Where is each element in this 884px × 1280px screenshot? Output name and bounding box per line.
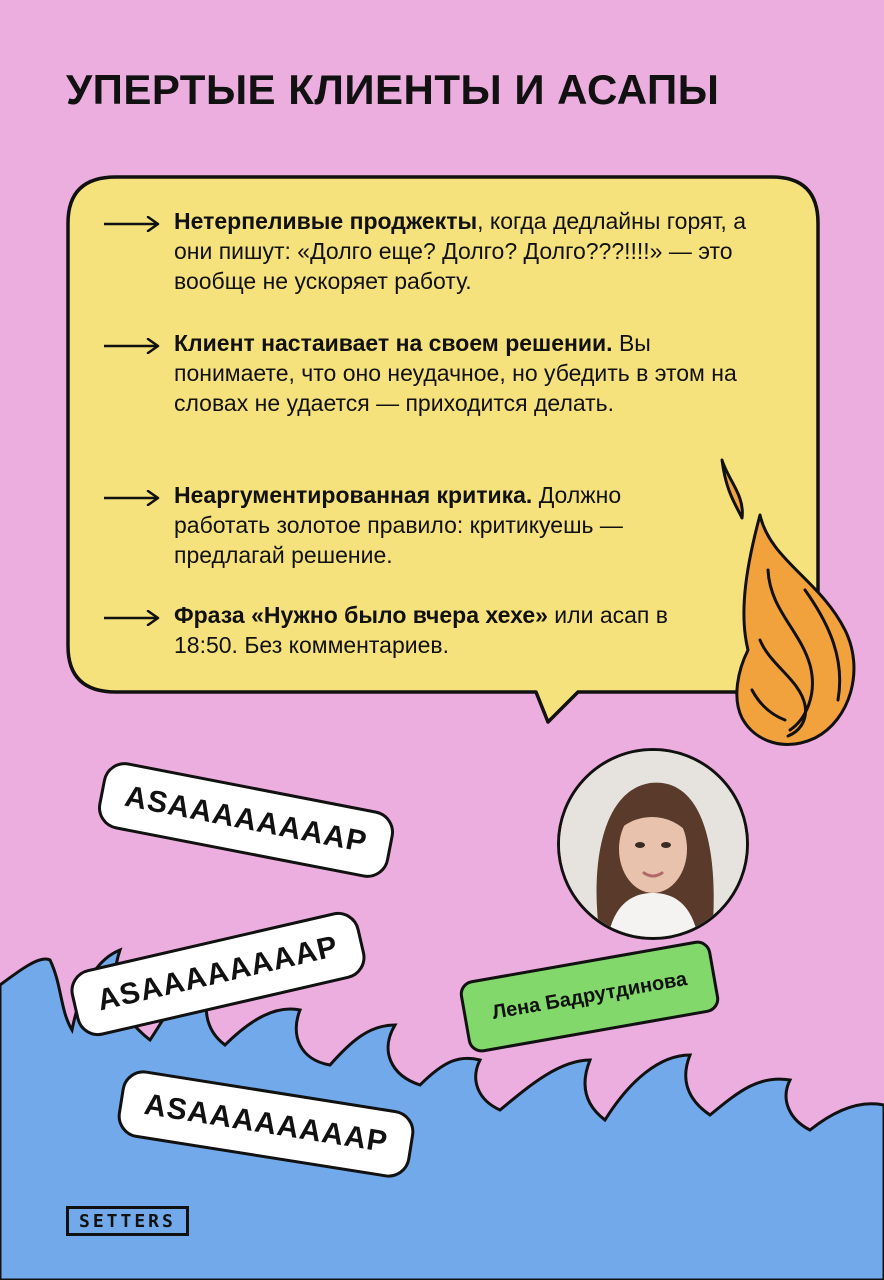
brand-logo: SETTERS (66, 1206, 189, 1236)
list-item-bold: Фраза «Нужно было вчера хехе» (174, 602, 548, 628)
list-item-bold: Нетерпеливые проджекты (174, 208, 478, 234)
list-item-body: , когда дедлайны горят, а они пишут: «Долго еще? Долго? Долго???!!!!» — это вообще не ускоряет работу. (174, 208, 746, 294)
avatar-image (560, 751, 746, 937)
list-item-body: Вы понимаете, что оно неудачное, но убедить в этом на словах не удается — приходится делать. (174, 330, 737, 416)
author-name-tag: Лена Бадрутдинова (458, 938, 722, 1054)
page-title: УПЕРТЫЕ КЛИЕНТЫ И АСАПЫ (66, 66, 720, 113)
asap-bubble: ASAAAAAAAAP (115, 1067, 418, 1180)
avatar (557, 748, 749, 940)
list-item-body: или асап в 18:50. Без комментариев. (174, 602, 668, 658)
list-item-body: Должно работать золотое правило: критикуешь — предлагай решение. (174, 482, 623, 568)
list-item-bold: Клиент настаивает на своем решении. (174, 330, 613, 356)
asap-bubble: ASAAAAAAAAP (94, 758, 398, 881)
asap-bubble: ASAAAAAAAAP (66, 908, 370, 1041)
list-item-bold: Неаргументированная критика. (174, 482, 533, 508)
